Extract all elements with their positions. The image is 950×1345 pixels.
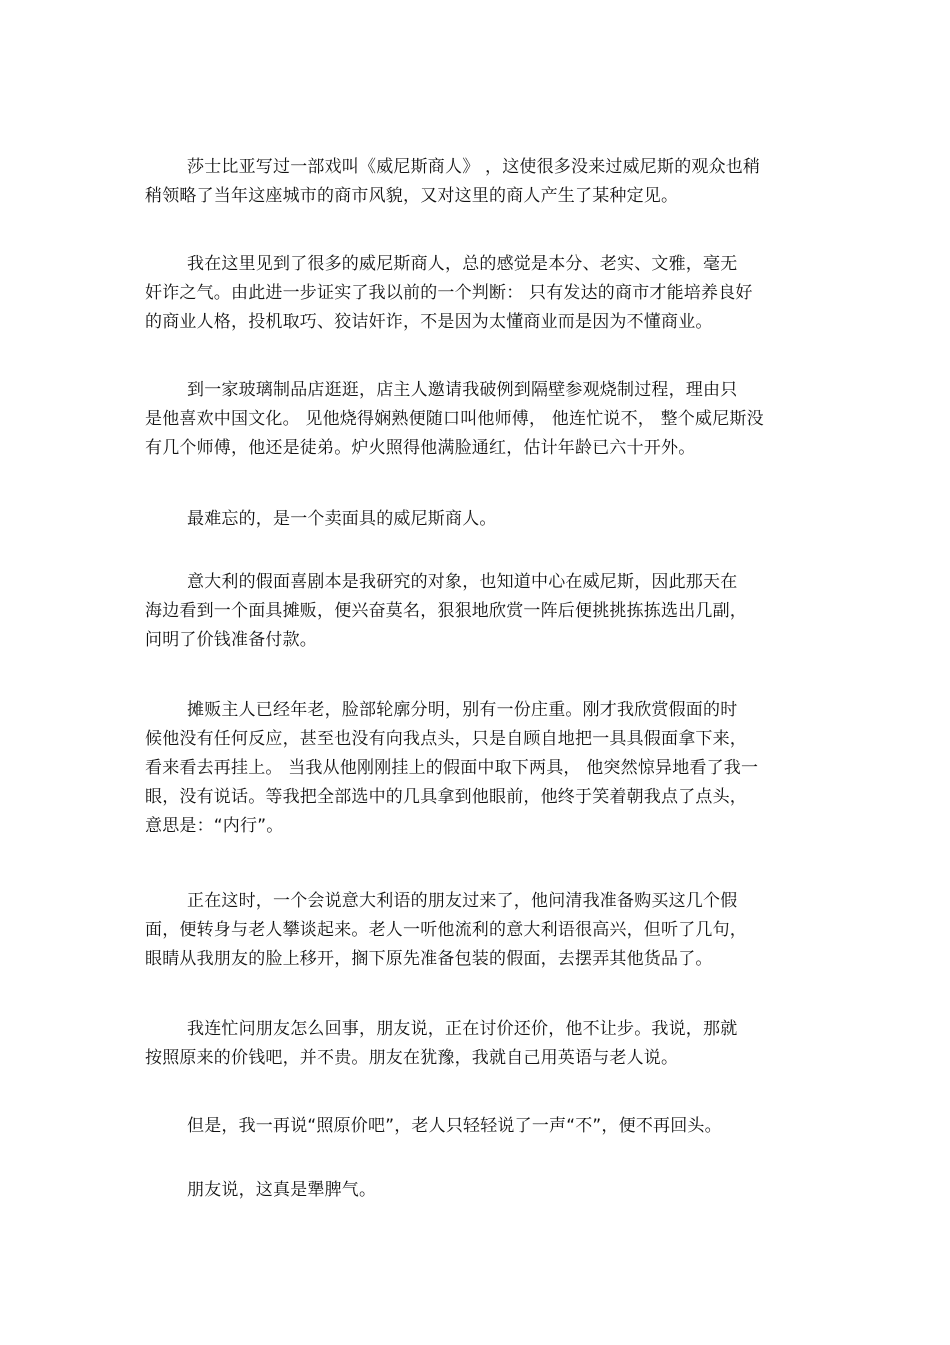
paragraph-line: 眼睛从我朋友的脸上移开，搁下原先准备包装的假面，去摆弄其他货品了。: [145, 949, 713, 969]
paragraph-old-vendor: [145, 696, 825, 841]
paragraph-line: 的商业人格，投机取巧、狡诘奸诈，不是因为太懂商业而是因为不懂商业。: [145, 312, 713, 332]
paragraph-line: 问明了价钱准备付款。: [145, 630, 317, 650]
paragraph-line: 是他喜欢中国文化。 见他烧得娴熟便随口叫他师傅， 他连忙说不， 整个威尼斯没: [145, 409, 764, 429]
paragraph-line: 看来看去再挂上。 当我从他刚刚挂上的假面中取下两具， 他突然惊异地看了我一: [145, 758, 759, 778]
paragraph-line: 意大利的假面喜剧本是我研究的对象，也知道中心在威尼斯，因此那天在: [187, 572, 738, 592]
paragraph-line: 我在这里见到了很多的威尼斯商人，总的感觉是本分、老实、文雅，毫无: [187, 254, 738, 274]
paragraph-line: 我连忙问朋友怎么回事，朋友说，正在讨价还价，他不让步。我说，那就: [187, 1019, 738, 1039]
paragraph-line: 莎士比亚写过一部戏叫《威尼斯商人》 ，这使很多没来过威尼斯的观众也稍: [187, 157, 761, 177]
paragraph-mask-seller-intro: [145, 505, 825, 534]
paragraph-friend-arrives: [145, 887, 825, 974]
paragraph-merchants: [145, 250, 825, 337]
paragraph-line: 正在这时，一个会说意大利语的朋友过来了，他问清我准备购买这几个假: [187, 891, 738, 911]
paragraph-line: 摊贩主人已经年老，脸部轮廓分明，别有一份庄重。刚才我欣赏假面的时: [187, 700, 738, 720]
paragraph-line: 但是，我一再说“照原价吧”，老人只轻轻说了一声“不”，便不再回头。: [187, 1116, 722, 1136]
paragraph-line: 稍领略了当年这座城市的商市风貌，又对这里的商人产生了某种定见。: [145, 186, 679, 206]
paragraph-refusal: [145, 1112, 825, 1141]
paragraph-line: 面，便转身与老人攀谈起来。老人一听他流利的意大利语很高兴，但听了几句，: [145, 920, 747, 940]
paragraph-line: 有几个师傅，他还是徒弟。炉火照得他满脸通红，估计年龄已六十开外。: [145, 438, 696, 458]
paragraph-stubborn: [145, 1176, 825, 1205]
paragraph-bargaining: [145, 1015, 825, 1073]
paragraph-line: 候他没有任何反应，甚至也没有向我点头，只是自顾自地把一具具假面拿下来，: [145, 729, 747, 749]
paragraph-line: 奸诈之气。由此进一步证实了我以前的一个判断： 只有发达的商市才能培养良好: [145, 283, 753, 303]
paragraph-line: 朋友说，这真是犟脾气。: [187, 1180, 377, 1200]
paragraph-line: 最难忘的，是一个卖面具的威尼斯商人。: [187, 509, 497, 529]
paragraph-line: 意思是：“内行”。: [145, 816, 284, 836]
paragraph-glass-shop: [145, 376, 825, 463]
paragraph-line: 眼，没有说话。等我把全部选中的几具拿到他眼前，他终于笑着朝我点了点头，: [145, 787, 747, 807]
paragraph-line: 按照原来的价钱吧，并不贵。朋友在犹豫，我就自己用英语与老人说。: [145, 1048, 679, 1068]
paragraph-shakespeare: [145, 153, 825, 211]
paragraph-line: 到一家玻璃制品店逛逛，店主人邀请我破例到隔壁参观烧制过程，理由只: [187, 380, 738, 400]
paragraph-mask-stall: [145, 568, 825, 655]
paragraph-line: 海边看到一个面具摊贩，便兴奋莫名，狠狠地欣赏一阵后便挑挑拣拣选出几副，: [145, 601, 747, 621]
